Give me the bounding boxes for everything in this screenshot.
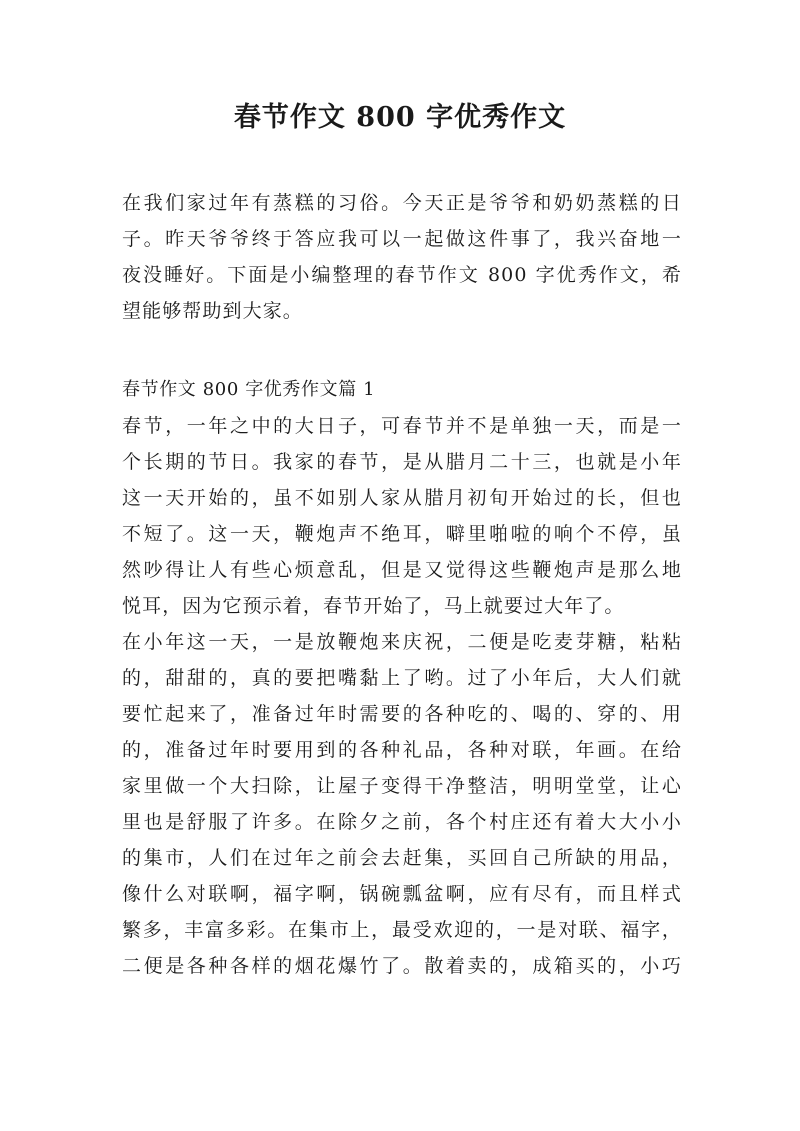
text-line: 像什么对联啊，福字啊，锅碗瓢盆啊，应有尽有，而且样式	[122, 883, 682, 905]
text-line: 在小年这一天，一是放鞭炮来庆祝，二便是吃麦芽糖，粘粘	[122, 631, 682, 653]
text-line: 二便是各种各样的烟花爆竹了。散着卖的，成箱买的，小巧	[122, 955, 682, 977]
text-line: 悦耳，因为它预示着，春节开始了，马上就要过大年了。	[122, 595, 625, 617]
text-line: 然吵得让人有些心烦意乱，但是又觉得这些鞭炮声是那么地	[122, 559, 682, 581]
text-line: 的集市，人们在过年之前会去赶集，买回自己所缺的用品，	[122, 847, 682, 869]
article-section	[122, 372, 682, 984]
text-line: 繁多，丰富多彩。在集市上，最受欢迎的，一是对联、福字，	[122, 919, 682, 941]
text-line: 这一天开始的，虽不如别人家从腊月初旬开始过的长，但也	[122, 487, 682, 509]
section-heading: 春节作文 800 字优秀作文篇 1	[122, 379, 376, 400]
text-line: 要忙起来了，准备过年时需要的各种吃的、喝的、穿的、用	[122, 703, 682, 725]
text-line: 在我们家过年有蒸糕的习俗。今天正是爷爷和奶奶蒸糕的日	[122, 192, 682, 214]
intro-paragraph	[122, 185, 682, 329]
text-line: 春节，一年之中的大日子，可春节并不是单独一天，而是一	[122, 415, 682, 437]
paragraph-2	[122, 624, 682, 984]
text-line: 的，甜甜的，真的要把嘴黏上了哟。过了小年后，大人们就	[122, 667, 682, 689]
text-line: 个长期的节日。我家的春节，是从腊月二十三，也就是小年	[122, 451, 682, 473]
text-line: 家里做一个大扫除，让屋子变得干净整洁，明明堂堂，让心	[122, 775, 682, 797]
text-line: 子。昨天爷爷终于答应我可以一起做这件事了，我兴奋地一	[122, 228, 682, 250]
paragraph-1	[122, 408, 682, 624]
text-line: 夜没睡好。下面是小编整理的春节作文 800 字优秀作文，希	[122, 264, 682, 286]
text-line: 里也是舒服了许多。在除夕之前，各个村庄还有着大大小小	[122, 811, 682, 833]
text-line: 的，准备过年时要用到的各种礼品，各种对联，年画。在给	[122, 739, 682, 761]
text-line: 不短了。这一天，鞭炮声不绝耳，噼里啪啦的响个不停，虽	[122, 523, 682, 545]
page-title: 春节作文 800 字优秀作文	[233, 102, 567, 133]
text-line: 望能够帮助到大家。	[122, 300, 303, 322]
